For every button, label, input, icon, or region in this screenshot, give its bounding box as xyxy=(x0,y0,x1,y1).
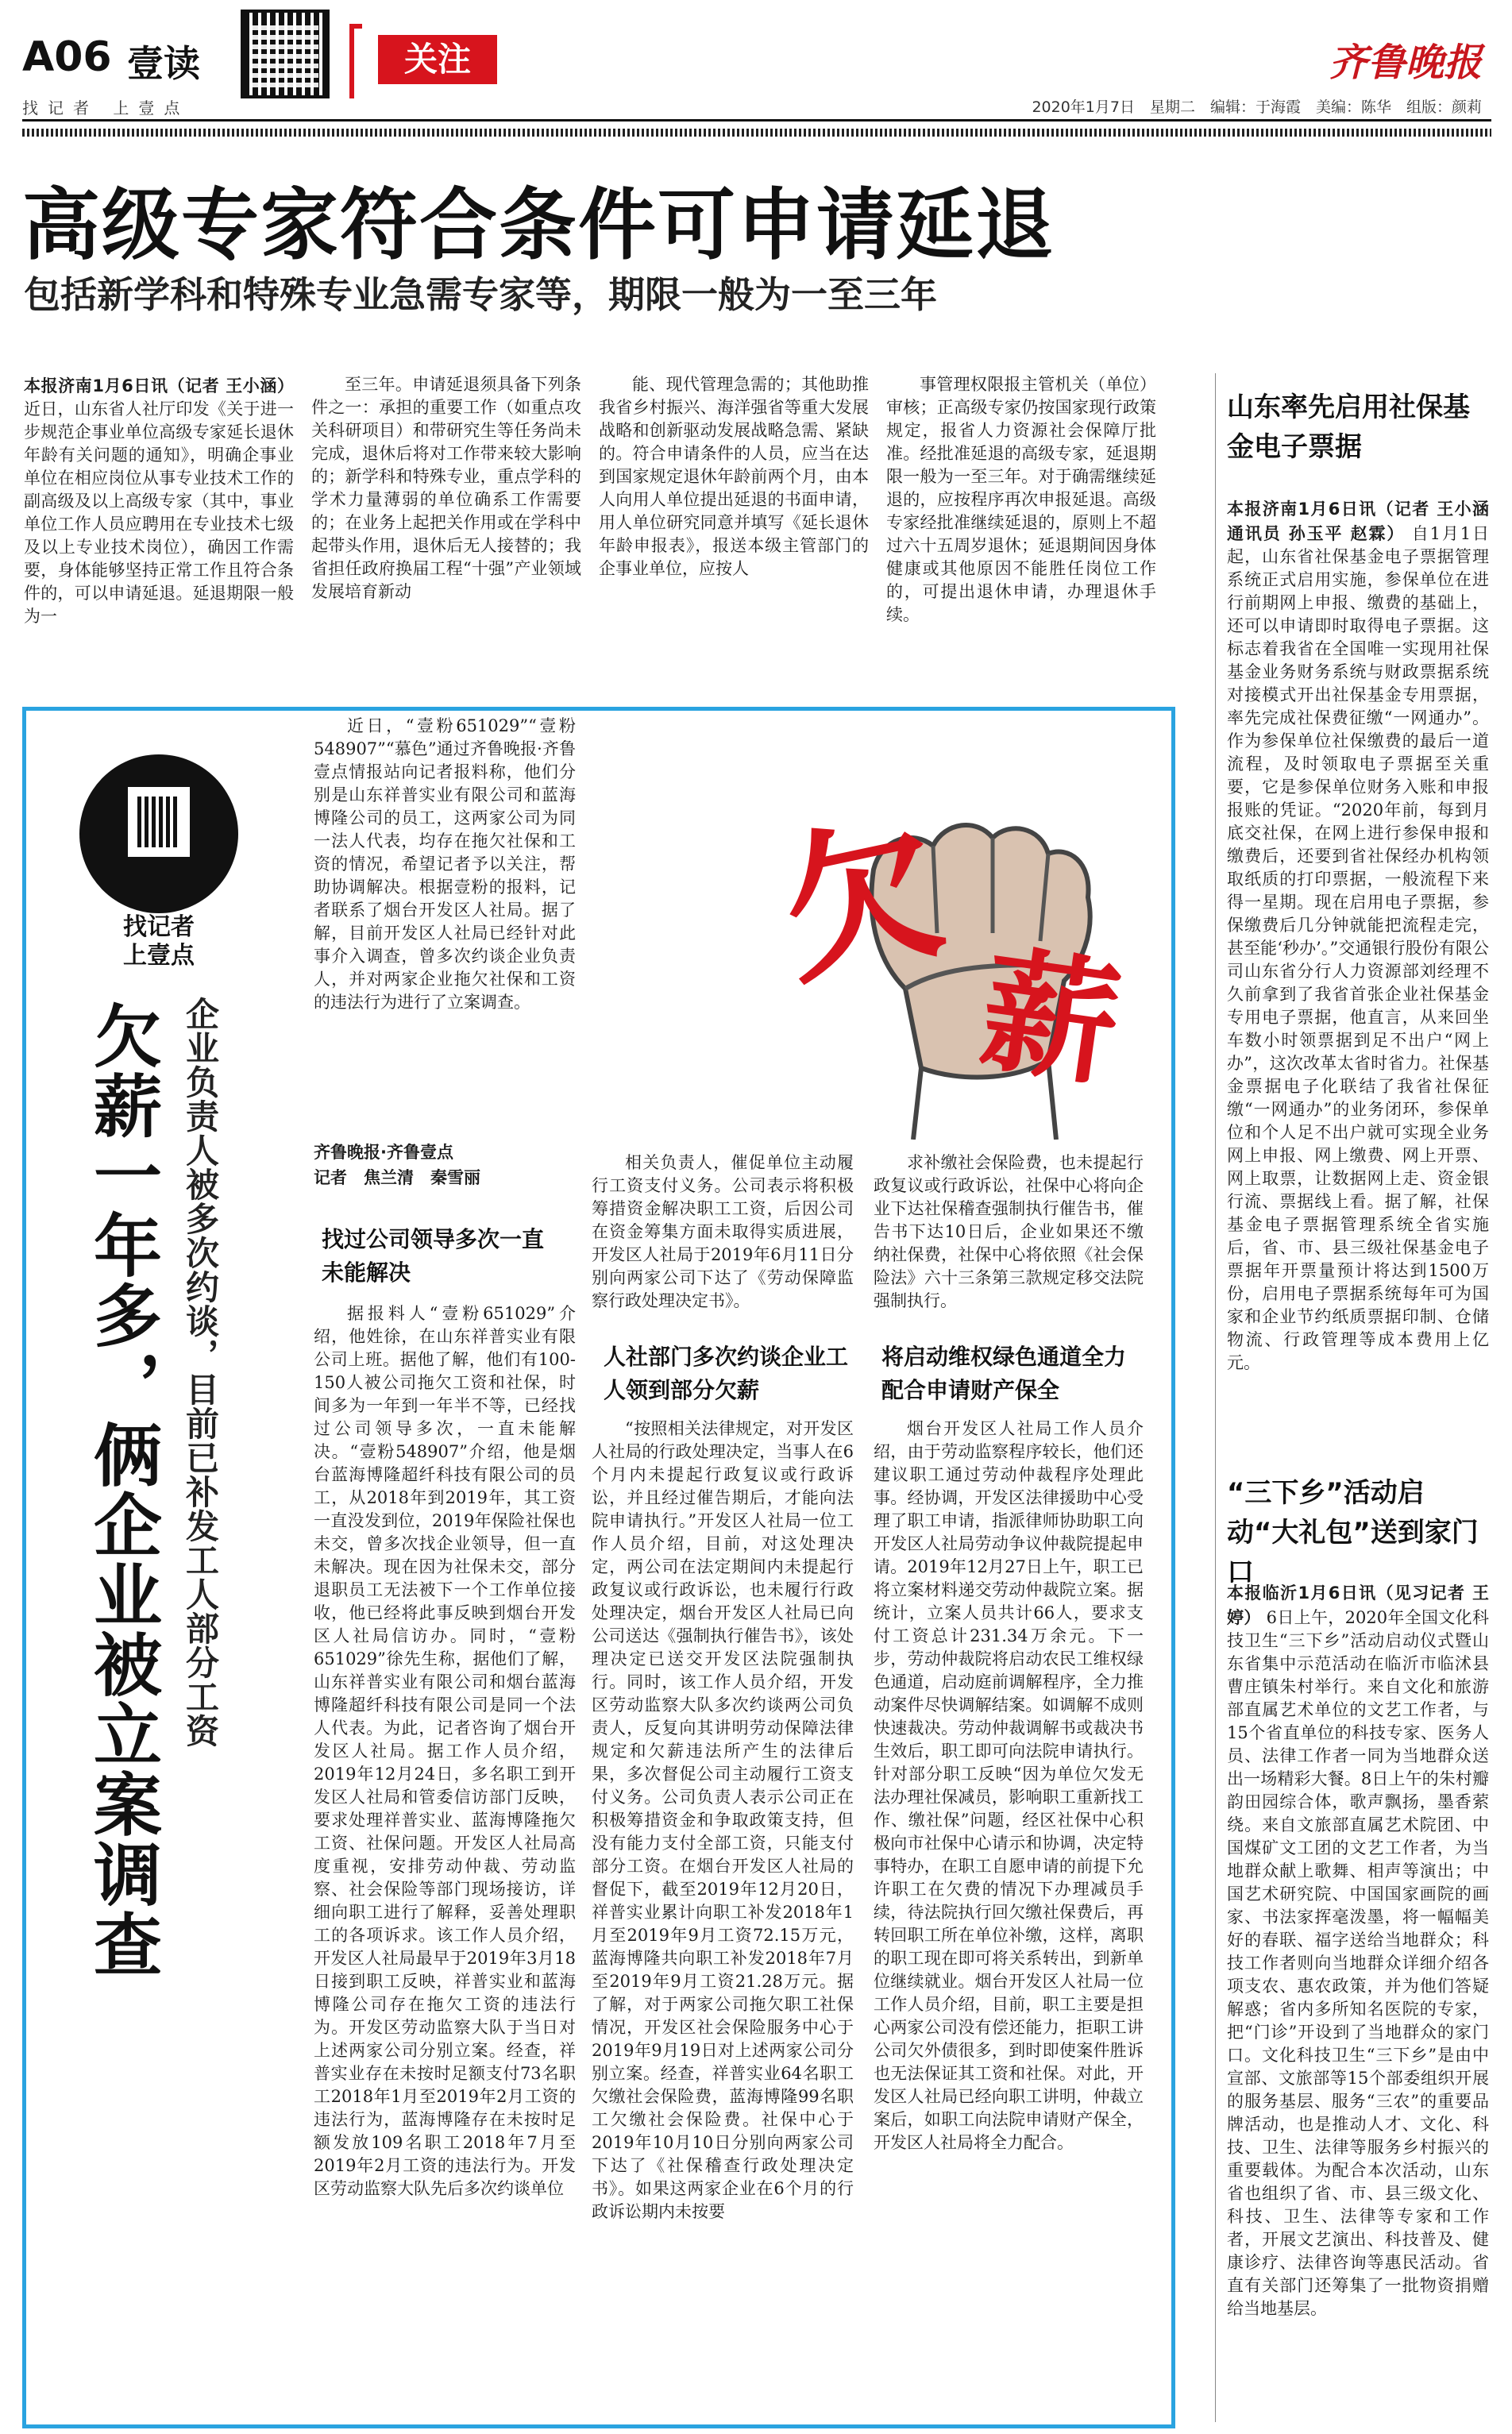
feature-subhead-2: 人社部门多次约谈企业工人领到部分欠薪 xyxy=(604,1344,849,1403)
rail-story2-byline: 本报临沂1月6日讯（见习记者 王婷） xyxy=(1227,1583,1489,1627)
story1-text-1: 近日，山东省人社厅印发《关于进一步规范企事业单位高级专家延长退休年龄有关问题的通知》，明确企事业单位在相应岗位从事专业技术工作的副高级及以上高级专家（其中，事业单位工作人员应聘用在专业技术七级及以上专业技术岗位），确因工作需要，身体能够坚持正常工作且符合条件的，可以申请延退。延退期限一般为一 xyxy=(24,399,294,626)
story1-byline: 本报济南1月6日讯（记者 王小涵） xyxy=(24,376,294,395)
page-headline: 高级专家符合条件可申请延退 xyxy=(22,180,1055,271)
feature-column-3-top: 求补缴社会保险费，也未提起行政复议或行政诉讼，社保中心将向企业下达社保稽查强制执行催告书，催告书下达10日后，企业如果还不缴纳社保费，社保中心将依照《社会保险法》六十三条第三款规定移交法院强制执行。 xyxy=(874,1153,1144,1310)
story1-column-1 xyxy=(24,373,294,699)
feature-subhead-1: 找过公司领导多次一直未能解决 xyxy=(322,1226,545,1286)
rail-story2-text: 6日上午，2020年全国文化科技卫生“三下乡”活动启动仪式暨山东省集中示范活动在临沂市临沭县曹庄镇朱村举行。来自文化和旅游部直属艺术单位的文艺工作者，与15个省直单位的科技专家、医务人员、法律工作者一同为当地群众送出一场精彩大餐。8日上午的朱村瓣韵田园综合体，歌声飘扬，墨香萦绕。来自文旅部直属艺术院团、中国煤矿文工团的文艺工作者，为当地群众献上歌舞、相声等演出；中国艺术研究院、中国国家画院的画家、书法家挥毫泼墨，将一幅幅美好的春联、福字送给当地群众；科技工作者则向当地群众详细介绍各项支农、惠农政策，并为他们答疑解惑；省内多所知名医院的专家，把“门诊”开设到了当地群众的家门口。文化科技卫生“三下乡”是由中宣部、文旅部等15个部委组织开展的服务基层、服务“三农”的重要品牌活动，也是推动人才、文化、科技、卫生、法律等服务乡村振兴的重要载体。为配合本次活动，山东省也组织了省、市、县三级文化、科技、卫生、法律等专家和工作者，开展文艺演出、科技普及、健康诊疗、法律咨询等惠民活动。省直有关部门还筹集了一批物资捐赠给当地基层。 xyxy=(1227,1608,1489,2318)
header-rule xyxy=(22,119,1491,122)
badge-line-1: 找记者 xyxy=(123,913,195,941)
page-number: A06 xyxy=(22,33,112,81)
rail-story1-text: 自1月1日起，山东省社保基金电子票据管理系统正式启用实施，参保单位在进行前期网上申报、缴费的基础上，还可以申请即时取得电子票据。这标志着我省在全国唯一实现用社保基金业务财务系统与财政票据系统对接模式开出社保基金专用票据，率先完成社保费征缴“一网通办”。作为参保单位社保缴费的最后一道流程，及时领取电子票据至关重要，它是参保单位财务入账和申报报账的凭证。“2020年前，每到月底交社保，在网上进行参保申报和缴费后，还要到省社保经办机构领取纸质的打印票据，一般流程下来得一星期。现在启用电子票据，参保缴费后几分钟就能把流程走完，甚至能‘秒办’。”交通银行股份有限公司山东省分行人力资源部刘经理不久前拿到了我省首张企业社保基金专用电子票据，他直言，从来回坐车数小时领票据到足不出户“网上办”，这次改革太省时省力。社保基金票据电子化联结了我省社保征缴“一网通办”的业务闭环，参保单位和个人足不出户就可实现全业务网上申报、网上缴费、网上开票、网上取票，让数据网上走、资金银行流、票据线上看。据了解，社保基金电子票据管理系统全省实施后，省、市、县三级社保基金电子票据年开票量预计将达到1500万份，启用电子票据系统每年可为国家和企业节约纸质票据印制、仓储物流、行政管理等成本费用上亿元。 xyxy=(1227,524,1489,1372)
feature-byline-reporters: 记者 焦兰清 秦雪丽 xyxy=(314,1168,480,1187)
find-reporter-label xyxy=(95,913,222,970)
feature-column-2-top: 相关负责人，催促单位主动履行工资支付义务。公司表示将积极筹措资金解决职工工资，后因公司在资金筹集方面未取得实质进展，开发区人社局于2019年6月11日分别向两家公司下达了《劳动保障监察行政处理决定书》。 xyxy=(592,1153,854,1310)
red-bracket-decoration xyxy=(349,24,362,98)
story1-column-3: 能、现代管理急需的；其他助推我省乡村振兴、海洋强省等重大发展战略和创新驱动发展战略急需、紧缺的。符合申请条件的人员，应当在达到国家规定退休年龄前两个月，由本人向用人单位提出延退的书面申请，用人单位研究同意并填写《延长退休年龄申报表》，报送本级主管部门的企事业单位，应按人 xyxy=(599,375,869,578)
column-divider xyxy=(1215,373,1216,2422)
find-reporter-badge xyxy=(79,739,238,970)
feature-column-2: “按照相关法律规定，对开发区人社局的行政处理决定，当事人在6个月内未提起行政复议或行政诉讼，并且经过催告期后，才能向法院申请执行。”开发区人社局一位工作人员介绍，目前，对这处理决定，两公司在法定期间内未提起行政复议或行政诉讼，也未履行行政处理决定，烟台开发区人社局已向公司送达《强制执行催告书》，该处理决定已送交开发区法院强制执行。同时，该工作人员介绍，开发区劳动监察大队多次约谈两公司负责人，反复向其讲明劳动保障法律规定和欠薪违法所产生的法律后果，多次督促公司主动履行工资支付义务。公司负责人表示公司正在积极筹措资金和争取政策支持，但没有能力支付全部工资，只能支付部分工资。在烟台开发区人社局的督促下，截至2019年12月20日，祥普实业累计向职工补发2018年1月至2019年9月工资72.15万元，蓝海博隆共向职工补发2018年7月至2019年9月工资21.28万元。据了解，对于两家公司拖欠职工社保情况，开发区社会保险服务中心于2019年9月19日对上述两家公司分别立案。经查，祥普实业64名职工欠缴社会保险费，蓝海博隆99名职工欠缴社会保险费。社保中心于2019年10月10日分别向两家公司下达了《社保稽查行政处理决定书》。如果这两家企业在6个月的行政诉讼期内未按要 xyxy=(592,1419,854,2221)
feature-column-3: 烟台开发区人社局工作人员介绍，由于劳动监察程序较长，他们还建议职工通过劳动仲裁程序处理此事。经协调，开发区法律援助中心受理了职工申请，指派律师协助职工向开发区人社局劳动争议仲裁院提起申请。2019年12月27日上午，职工已将立案材料递交劳动仲裁院立案。据统计，立案人员共计66人，要求支付工资总计231.34万余元。下一步，劳动仲裁院将启动农民工维权绿色通道，启动庭前调解程序，全力推动案件尽快调解结案。如调解不成则快速裁决。劳动仲裁调解书或裁决书生效后，职工即可向法院申请执行。针对部分职工反映“因为单位欠发无法办理社保减员，影响职工重新找工作、缴社保”问题，经区社保中心积极向市社保中心请示和协调，决定特事特办，在职工自愿申请的前提下允许职工在欠费的情况下办理减员手续，待法院执行回欠缴社保费后，再转回职工所在单位补缴，这样，离职的职工现在即可将关系转出，到新单位继续就业。烟台开发区人社局一位工作人员介绍，目前，职工主要是担心两家公司没有偿还能力，拒职工讲公司欠外债很多，到时即使案件胜诉也无法保证其工资和社保。对此，开发区人社局已经向职工讲明，仲裁立案后，如职工向法院申请财产保全，开发区人社局将全力配合。 xyxy=(874,1419,1144,2152)
page-section-name: 壹读 xyxy=(127,42,200,85)
story1-column-2: 至三年。申请延退须具备下列条件之一：承担的重要工作（如重点攻关科研项目）和带研究生等任务尚未完成，退休后将对工作带来较大影响的；新学科和特殊专业，重点学科的学术力量薄弱的单位确系工作需要的；在业务上起把关作用或在学科中起带头作用，退休后无人接替的；我省担任政府换届工程“十强”产业领域发展培育新动 xyxy=(311,375,581,601)
feature-column-1: 据报料人“壹粉651029”介绍，他姓徐，在山东祥普实业有限公司上班。据他了解，他们有100-150人被公司拖欠工资和社保，时间多为一年到一年半不等，已经找过公司领导多次，一直未能解决。“壹粉548907”介绍，他是烟台蓝海博隆超纤科技有限公司的员工，从2018年到2019年，其工资一直没发到位，2019年保险社保也未交，曾多次找企业领导，但一直未解决。现在因为社保未交，部分退职员工无法被下一个工作单位接收，他已经将此事反映到烟台开发区人社局信访办。同时，“壹粉651029”徐先生称，据他们了解，山东祥普实业有限公司和烟台蓝海博隆超纤科技有限公司是同一个法人代表。为此，记者咨询了烟台开发区人社局。据工作人员介绍，2019年12月24日，多名职工到开发区人社局和管委信访部门反映，要求处理祥普实业、蓝海博隆拖欠工资、社保问题。开发区人社局高度重视，安排劳动仲裁、劳动监察、社会保险等部门现场接访，详细向职工进行了解释，妥善处理职工的各项诉求。该工作人员介绍，开发区人社局最早于2019年3月18日接到职工反映，祥普实业和蓝海博隆公司存在拖欠工资的违法行为。开发区劳动监察大队于当日对上述两家公司分别立案。经查，祥普实业存在未按时足额支付73名职工2018年1月至2019年2月工资的违法行为，蓝海博隆存在未按时足额发放109名职工2018年7月至2019年2月工资的违法行为。开发区劳动监察大队先后多次约谈单位 xyxy=(314,1304,576,2198)
rail-story2-body xyxy=(1227,1580,1489,2422)
qr-code-icon xyxy=(123,782,195,862)
page-subheadline: 包括新学科和特殊专业急需专家等，期限一般为一至三年 xyxy=(24,273,937,316)
badge-line-2: 上壹点 xyxy=(123,942,195,970)
rail-story2-title: “三下乡”活动启动“大礼包”送到家门口 xyxy=(1227,1477,1479,1588)
rail-story1-byline: 本报济南1月6日讯（记者 王小涵 通讯员 孙玉平 赵霖） xyxy=(1227,500,1489,543)
rail-story1-title: 山东率先启用社保基金电子票据 xyxy=(1227,392,1470,463)
feature-vertical-title: 欠薪一年多，俩企业被立案调查 xyxy=(82,1001,161,1979)
newspaper-logo: 齐鲁晚报 xyxy=(1329,41,1482,85)
feature-intro: 近日，“壹粉651029”“壹粉548907”“慕色”通过齐鲁晚报·齐鲁壹点情报站向记者报料称，他们分别是山东祥普实业有限公司和蓝海博隆公司的员工，这两家公司为同一法人代表，均存在拖欠社保和工资的情况，希望记者予以关注，帮助协调解决。根据壹粉的报料，记者联系了烟台开发区人社局。据了解，目前开发区人社局已经针对此事介入调查，曾多次约谈企业负责人，并对两家企业拖欠社保和工资的违法行为进行了立案调查。 xyxy=(314,716,576,1012)
illustration-char-1: 欠 xyxy=(763,793,958,1009)
feature-vertical-subtitle: 企业负责人被多次约谈，目前已补发工人部分工资 xyxy=(181,997,220,1748)
rail-story1-body xyxy=(1227,496,1489,1425)
unpaid-wages-illustration xyxy=(762,727,1175,1140)
date-editor-line: 2020年1月7日 星期二 编辑：于海霞 美编：陈华 组版：颜莉 xyxy=(1032,98,1482,116)
feature-subhead-3: 将启动维权绿色通道全力配合申请财产保全 xyxy=(881,1344,1127,1403)
feature-byline xyxy=(314,1140,576,1190)
story1-column-4: 事管理权限报主管机关（单位）审核；正高级专家仍按国家现行政策规定，报省人力资源社会保障厅批准。经批准延退的高级专家，延退期限一般为一至三年。对于确需继续延退的，应按程序再次申报延退。高级专家经批准继续延退的，原则上不超过六十五周岁退休；延退期间因身体健康或其他原因不能胜任岗位工作的，可提出退休申请，办理退休手续。 xyxy=(886,375,1156,624)
qr-code-icon xyxy=(241,10,330,98)
kicker-slogan: 找记者 上壹点 xyxy=(22,98,190,118)
illustration-char-2: 薪 xyxy=(972,930,1129,1106)
feature-byline-outlet: 齐鲁晚报·齐鲁壹点 xyxy=(314,1143,453,1162)
page-header xyxy=(22,10,1491,149)
header-rule-dotted xyxy=(22,129,1491,137)
section-label: 关注 xyxy=(378,35,497,84)
